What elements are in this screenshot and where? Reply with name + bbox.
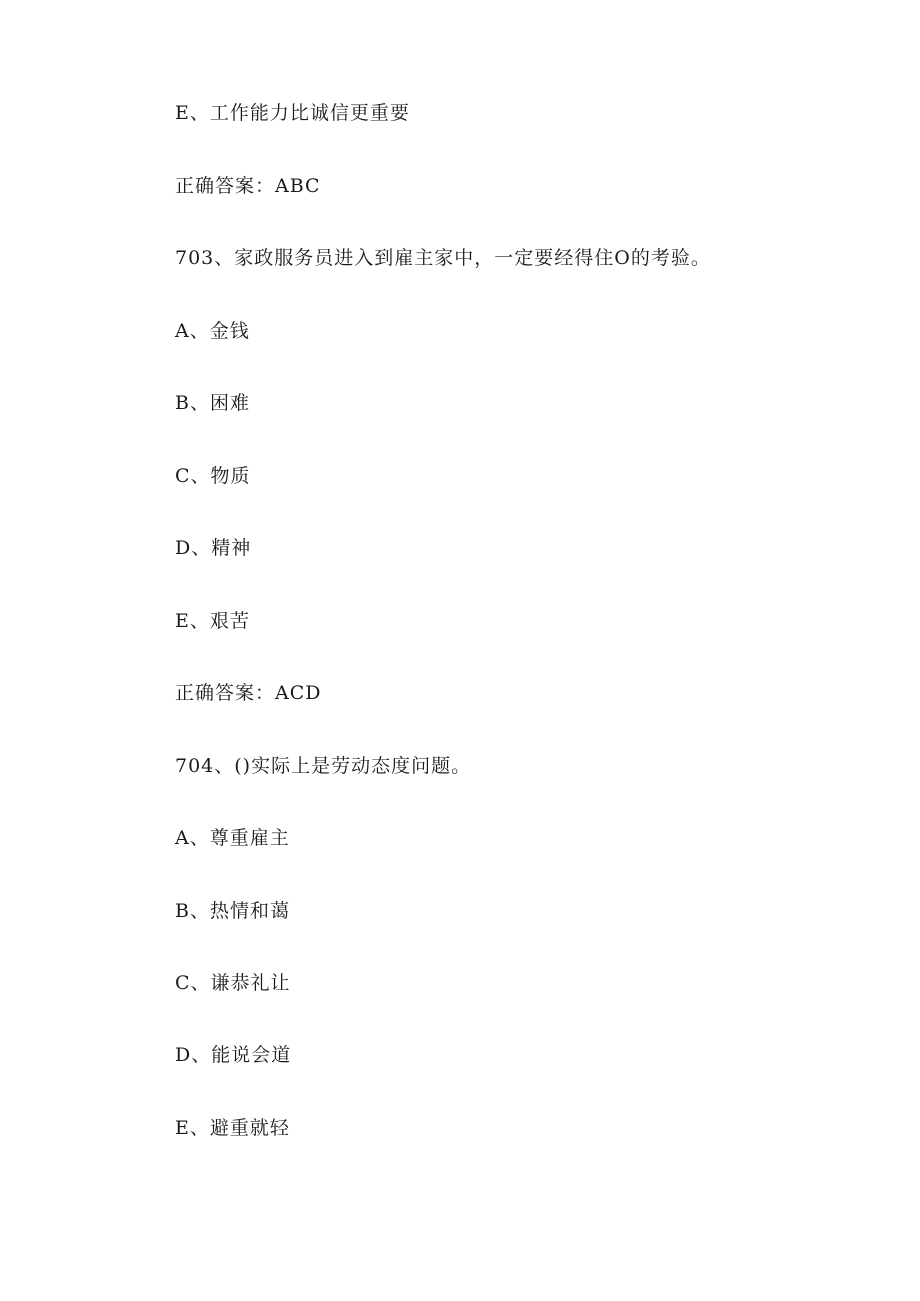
option-a-line: A、金钱 — [175, 320, 250, 342]
option-d-line: D、能说会道 — [175, 1044, 292, 1066]
option-b-line: B、热情和蔼 — [175, 900, 290, 922]
option-b-line: B、困难 — [175, 392, 250, 414]
question-703: 703、家政服务员进入到雇主家中，一定要经得住O的考验。 — [175, 247, 711, 269]
option-e-line: E、艰苦 — [175, 610, 250, 632]
option-e-line: E、避重就轻 — [175, 1117, 290, 1139]
answer-line: 正确答案：ACD — [175, 682, 322, 704]
answer-line: 正确答案：ABC — [175, 175, 321, 197]
option-e-line: E、工作能力比诚信更重要 — [175, 102, 410, 124]
option-d-line: D、精神 — [175, 537, 252, 559]
question-704: 704、()实际上是劳动态度问题。 — [175, 755, 472, 777]
option-a-line: A、尊重雇主 — [175, 827, 290, 849]
option-c-line: C、谦恭礼让 — [175, 972, 291, 994]
option-c-line: C、物质 — [175, 465, 251, 487]
